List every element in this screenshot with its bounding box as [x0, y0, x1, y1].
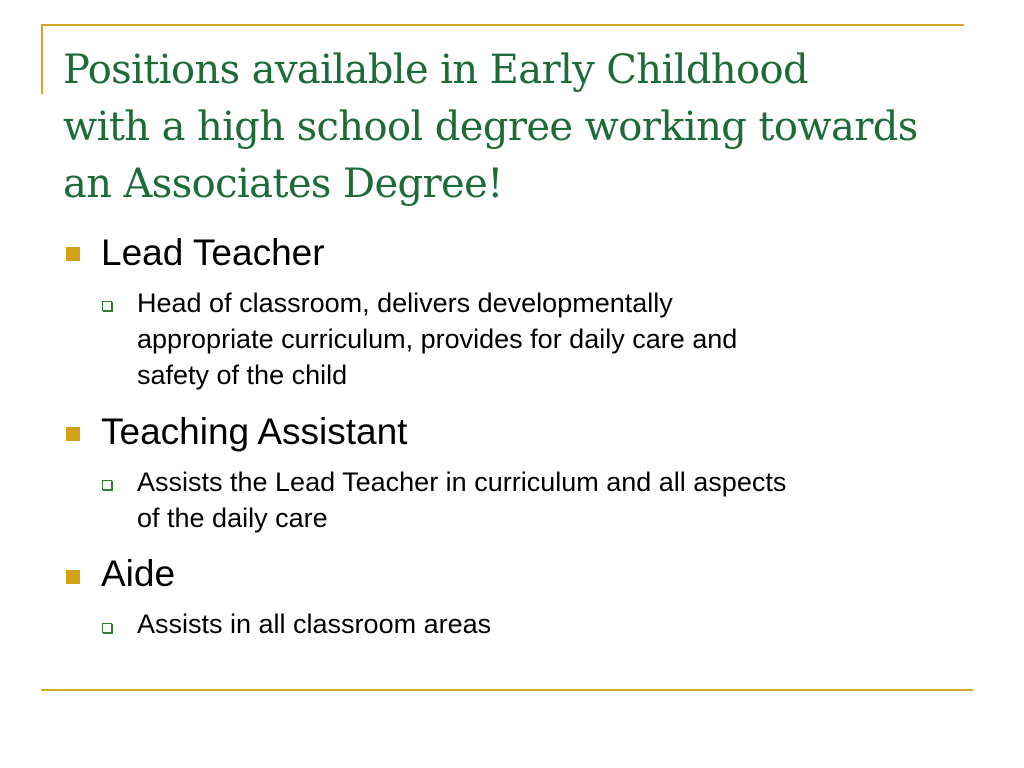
- square-bullet-icon: [66, 427, 80, 441]
- title-line-3: an Associates Degree!: [63, 161, 503, 207]
- sub-bullet-lead-teacher: Head of classroom, delivers developmentally appropriate curriculum, provides for daily care and safety of the child: [137, 288, 738, 390]
- hollow-square-bullet-icon: [102, 623, 112, 633]
- title-line-2: with a high school degree working towards: [63, 104, 918, 150]
- bullet-lead-teacher: Lead Teacher: [101, 232, 325, 273]
- bullet-teaching-assistant: Teaching Assistant: [101, 411, 408, 452]
- square-bullet-icon: [66, 247, 80, 261]
- hollow-square-bullet-icon: [102, 301, 112, 311]
- title-line-1: Positions available in Early Childhood: [63, 47, 808, 93]
- sub-bullet-aide: Assists in all classroom areas: [137, 609, 492, 639]
- sub-bullet-teaching-assistant: Assists the Lead Teacher in curriculum and all aspects of the daily care: [137, 467, 787, 533]
- hollow-square-bullet-icon: [102, 480, 112, 490]
- square-bullet-icon: [66, 570, 80, 584]
- bullet-aide: Aide: [101, 553, 176, 594]
